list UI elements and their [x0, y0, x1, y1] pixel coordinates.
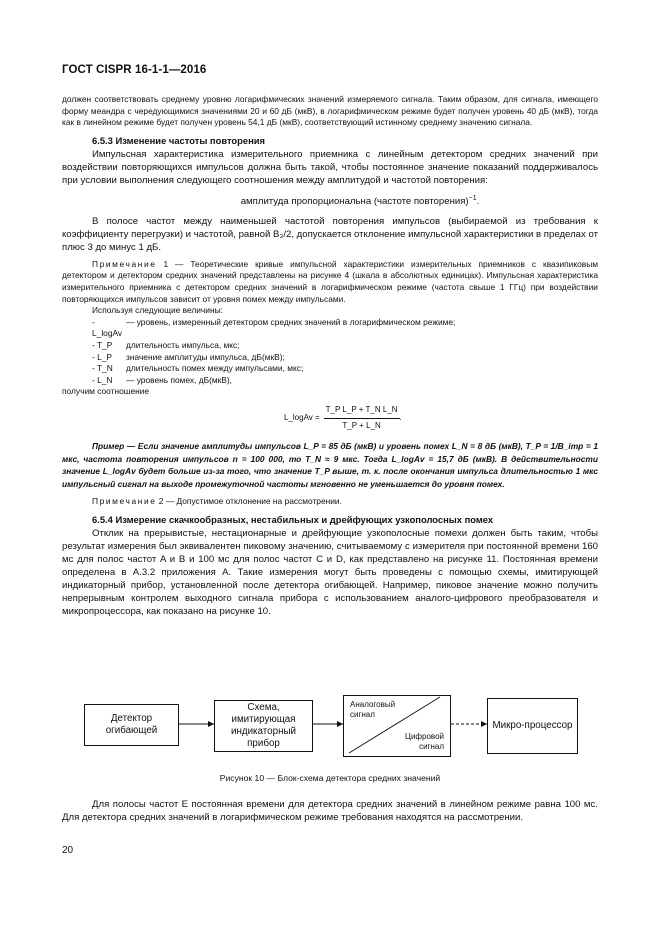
section-654-heading: 6.5.4 Измерение скачкообразных, нестабильных и дрейфующих узкополосных помех — [92, 513, 494, 525]
variables-list — [92, 317, 598, 387]
variable-item — [92, 352, 598, 364]
closing-paragraph: Для полосы частот E постоянная времени для детектора средних значений в линейном режиме равна 100 мс. Для детектора средних значений в логарифмическом режиме требования находятся на рассмотрении. — [62, 799, 598, 823]
block-meter-simulator: Схема, имитирующая индикаторный прибор — [214, 700, 313, 752]
block-adc — [343, 695, 451, 757]
variable-symbol: - L_logAv — [92, 316, 123, 339]
block-envelope-detector: Детектор огибающей — [84, 704, 179, 746]
block-microprocessor: Микро-процессор — [487, 698, 578, 754]
note-1-label: Примечание — [92, 258, 157, 269]
variable-desc: длительность импульса, мкс; — [126, 339, 240, 350]
section-653-paragraph-2: В полосе частот между наименьшей частотой повторения импульсов (выбираемой из требования к коэффициенту перегрузки) и частотой, равной B₃/2, допускается отклонение импульсной характеристики в пределах от плюс 3 до минус 1 дБ. — [62, 215, 598, 253]
variable-desc: длительность помех между импульсами, мкс; — [126, 363, 304, 374]
variable-symbol: - T_N — [92, 363, 113, 374]
formula — [284, 404, 598, 433]
digital-signal-label: Цифровой сигнал — [405, 732, 444, 751]
relation-text: амплитуда пропорциональна (частоте повторения) — [240, 195, 469, 207]
using-line: Используя следующие величины: — [92, 305, 223, 316]
variable-item — [92, 375, 598, 387]
note-2-label: Примечание — [92, 496, 157, 507]
variable-desc: значение амплитуды импульса, дБ(мкВ); — [126, 351, 285, 362]
variable-desc: — уровень помех, дБ(мкВ), — [126, 374, 232, 385]
page-number: 20 — [62, 845, 74, 856]
note-2-text: 2 — Допустимое отклонение на рассмотрении. — [156, 496, 342, 507]
note-1 — [62, 259, 598, 305]
intro-paragraph: должен соответствовать среднему уровню логарифмических значений измеряемого сигнала. Таким образом, для сигнала, имеющего форму меандра с чередующимися значениями 20 и 60 дБ (мкВ), в логарифмическом режиме будет получен уровень 40 дБ (мкВ), тогда как в линейном режиме будет получен уровень 54,1 дБ (мкВ), соответствующий истинному среднему значению сигнала. — [62, 94, 598, 128]
note-1-text: 1 — Теоретические кривые импульсной характеристики измерительных приемников с квазипиковым детектором и детектором средних значений представлены на рисунке 4 (шкала в абсолютных единицах). Импульсная характеристика измерительного приемника с детектором средних значений в логарифмическом режиме (частота свыше 1 ГГц) при воздействии повторяющихся импульсов зависит от уровня помех между импульсами. — [62, 258, 598, 304]
variable-symbol: - L_P — [92, 351, 113, 362]
section-653-paragraph-1: Импульсная характеристика измерительного приемника с линейным детектором средних значений при воздействии повторяющихся импульсов должна быть такой, чтобы постоянное значение показаний поддерживалось при условии выполнения следующего соотношения между амплитудой и частотой повторения: — [62, 148, 598, 186]
variable-item — [92, 317, 598, 340]
formula-numerator: T_P L_P + T_N L_N — [324, 404, 400, 419]
relation-line: амплитуда пропорциональна (частоте повторения)$^{-1}$. — [240, 194, 480, 207]
document-header: ГОСТ CISPR 16-1-1—2016 — [62, 64, 207, 76]
main-content — [62, 94, 598, 618]
analog-signal-label: Аналоговый сигнал — [350, 700, 396, 719]
formula-end: . — [399, 412, 402, 422]
section-654-paragraph-1: Отклик на прерывистые, нестационарные и дрейфующие узкополосные помехи должен быть таким, чтобы результат измерения был эквивалентен пиковому значению, считываемому с измерителя при постоянной времени 160 мс для полос частот A и B и 100 мс для полос частот C и D, как представлено на рисунке 11. Постоянная времени определена в A.3.2 приложения А. Такие измерения могут быть проведены с помощью схемы, имитирующей индикаторный прибор, установленной после детектора огибающей. Например, пиковое значение можно получить непрерывным контролем выходного сигнала прибора с использованием аналого-цифрового преобразователя и микропроцессора, как показано на рисунке 10. — [62, 527, 598, 617]
example-paragraph: Пример — Если значение амплитуды импульсов L_P = 85 дБ (мкВ) и уровень помех L_N = 8 дБ (мкВ), T_P = 1/B_imp = 1 мкс, частота повторения импульсов n = 100 000, то T_N ≈ 9 мкс. Тогда L_logAv = 15,7 дБ (мкВ). В действительности значение L_logAv будет больше из-за того, что значение T_P выше, т. к. после окончания импульса длительностью 1 мкс импульсный сигнал на выходе промежуточной частоты мгновенно не уменьшается до уровня помех. — [62, 441, 598, 489]
formula-lhs: L_logAv = — [284, 412, 320, 422]
variable-item — [92, 363, 598, 375]
figure-caption: Рисунок 10 — Блок-схема детектора средних значений — [219, 773, 441, 783]
note-2 — [62, 496, 598, 508]
variable-symbol: - L_N — [92, 374, 113, 385]
formula-fraction — [324, 404, 400, 433]
block-diagram — [62, 690, 598, 770]
section-653-heading: 6.5.3 Изменение частоты повторения — [92, 134, 265, 146]
variable-symbol: - T_P — [92, 339, 113, 350]
obtain-line: получим соотношение — [62, 386, 150, 397]
variable-desc: — уровень, измеренный детектором средних значений в логарифмическом режиме; — [126, 316, 456, 327]
relation-exponent: −1 — [468, 194, 477, 202]
formula-denominator: T_P + L_N — [342, 420, 381, 430]
variable-item — [92, 340, 598, 352]
